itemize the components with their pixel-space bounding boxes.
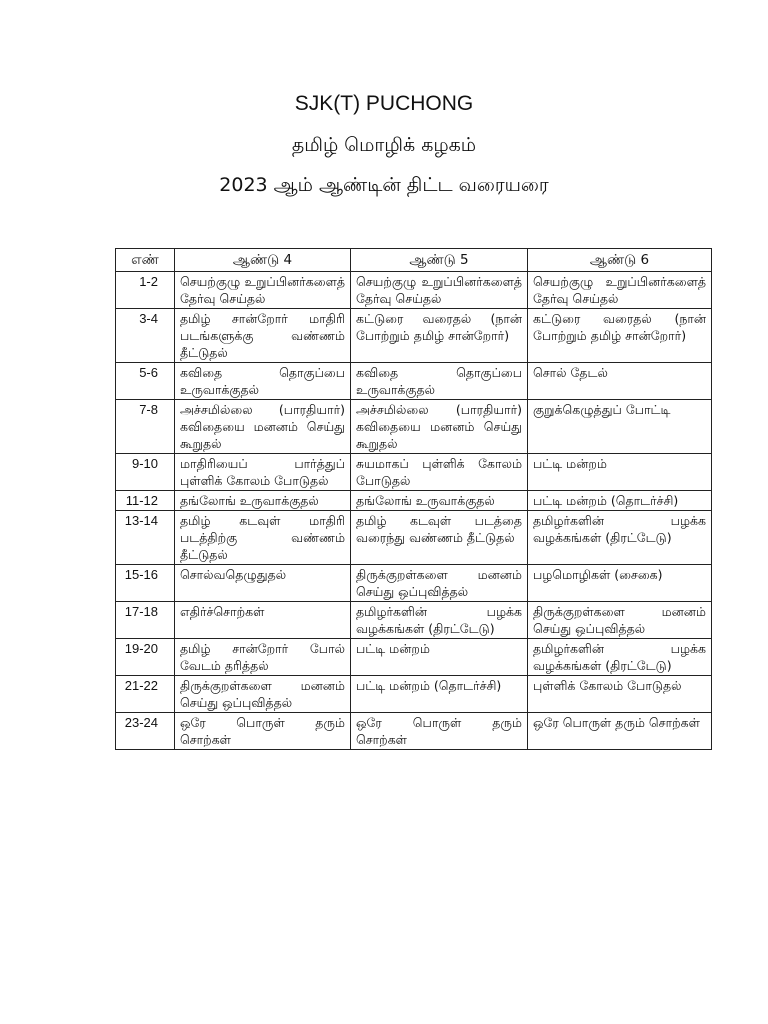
table-row (116, 565, 712, 602)
year-4-activity-cell: செயற்குழு உறுப்பினர்களைத் தேர்வு செய்தல் (175, 272, 351, 309)
row-number-cell: 3-4 (116, 309, 175, 363)
row-number-cell: 1-2 (116, 272, 175, 309)
row-number-cell: 15-16 (116, 565, 175, 602)
year-5-activity-cell: திருக்குறள்களை மனனம் செய்து ஒப்புவித்தல் (351, 565, 528, 602)
year-4-activity-cell: எதிர்ச்சொற்கள் (175, 602, 351, 639)
year-6-activity-cell: பட்டி மன்றம் (தொடர்ச்சி) (528, 491, 712, 511)
year-4-activity-cell: ஒரே பொருள் தரும் சொற்கள் (175, 713, 351, 750)
year-4-activity-cell: மாதிரியைப் பார்த்துப் புள்ளிக் கோலம் போடுதல் (175, 454, 351, 491)
year-6-activity-cell: தமிழர்களின் பழக்க வழக்கங்கள் (திரட்டேடு) (528, 511, 712, 565)
row-number-cell: 13-14 (116, 511, 175, 565)
table-row (116, 454, 712, 491)
year-5-activity-cell: பட்டி மன்றம் (தொடர்ச்சி) (351, 676, 528, 713)
year-6-activity-cell: தமிழர்களின் பழக்க வழக்கங்கள் (திரட்டேடு) (528, 639, 712, 676)
column-header-year-6: ஆண்டு 6 (528, 249, 712, 272)
year-4-activity-cell: சொல்வதெழுதுதல் (175, 565, 351, 602)
row-number-cell: 17-18 (116, 602, 175, 639)
year-4-activity-cell: தங்லோங் உருவாக்குதல் (175, 491, 351, 511)
year-6-activity-cell: சொல் தேடல் (528, 363, 712, 400)
table-row (116, 491, 712, 511)
year-6-activity-cell: குறுக்கெழுத்துப் போட்டி (528, 400, 712, 454)
year-5-activity-cell: கட்டுரை வரைதல் (நான் போற்றும் தமிழ் சான்றோர்) (351, 309, 528, 363)
table-row (116, 676, 712, 713)
table-row (116, 511, 712, 565)
club-name: தமிழ் மொழிக் கழகம் (291, 134, 477, 156)
table-row (116, 272, 712, 309)
table-header-row (116, 249, 712, 272)
year-5-activity-cell: சுயமாகப் புள்ளிக் கோலம் போடுதல் (351, 454, 528, 491)
row-number-cell: 23-24 (116, 713, 175, 750)
plan-title: 2023 ஆம் ஆண்டின் திட்ட வரையரை (219, 174, 549, 196)
year-6-activity-cell: செயற்குழு உறுப்பினர்களைத் தேர்வு செய்தல் (528, 272, 712, 309)
row-number-cell: 9-10 (116, 454, 175, 491)
column-header-number: எண் (116, 249, 175, 272)
table-row (116, 639, 712, 676)
year-6-activity-cell: புள்ளிக் கோலம் போடுதல் (528, 676, 712, 713)
year-5-activity-cell: ஒரே பொருள் தரும் சொற்கள் (351, 713, 528, 750)
year-5-activity-cell: செயற்குழு உறுப்பினர்களைத் தேர்வு செய்தல் (351, 272, 528, 309)
year-4-activity-cell: தமிழ் சான்றோர் போல் வேடம் தரித்தல் (175, 639, 351, 676)
year-6-activity-cell: பட்டி மன்றம் (528, 454, 712, 491)
year-5-activity-cell: பட்டி மன்றம் (351, 639, 528, 676)
row-number-cell: 19-20 (116, 639, 175, 676)
year-6-activity-cell: பழமொழிகள் (சைகை) (528, 565, 712, 602)
year-6-activity-cell: கட்டுரை வரைதல் (நான் போற்றும் தமிழ் சான்றோர்) (528, 309, 712, 363)
year-4-activity-cell: அச்சமில்லை (பாரதியார்) கவிதையை மனனம் செய்து கூறுதல் (175, 400, 351, 454)
row-number-cell: 11-12 (116, 491, 175, 511)
column-header-year-5: ஆண்டு 5 (351, 249, 528, 272)
table-row (116, 309, 712, 363)
year-5-activity-cell: அச்சமில்லை (பாரதியார்) கவிதையை மனனம் செய்து கூறுதல் (351, 400, 528, 454)
row-number-cell: 7-8 (116, 400, 175, 454)
table-row (116, 602, 712, 639)
year-6-activity-cell: ஒரே பொருள் தரும் சொற்கள் (528, 713, 712, 750)
year-5-activity-cell: தமிழ் கடவுள் படத்தை வரைந்து வண்ணம் தீட்டுதல் (351, 511, 528, 565)
table-row (116, 363, 712, 400)
year-5-activity-cell: தங்லோங் உருவாக்குதல் (351, 491, 528, 511)
school-name: SJK(T) PUCHONG (294, 92, 474, 115)
table-row (116, 713, 712, 750)
table-body (116, 272, 712, 750)
column-header-year-4: ஆண்டு 4 (175, 249, 351, 272)
year-5-activity-cell: தமிழர்களின் பழக்க வழக்கங்கள் (திரட்டேடு) (351, 602, 528, 639)
year-6-activity-cell: திருக்குறள்களை மனனம் செய்து ஒப்புவித்தல் (528, 602, 712, 639)
year-5-activity-cell: கவிதை தொகுப்பை உருவாக்குதல் (351, 363, 528, 400)
year-4-activity-cell: திருக்குறள்களை மனனம் செய்து ஒப்புவித்தல் (175, 676, 351, 713)
activity-plan-table (115, 248, 712, 750)
year-4-activity-cell: தமிழ் கடவுள் மாதிரி படத்திற்கு வண்ணம் தீட்டுதல் (175, 511, 351, 565)
year-4-activity-cell: தமிழ் சான்றோர் மாதிரி படங்களுக்கு வண்ணம் தீட்டுதல் (175, 309, 351, 363)
row-number-cell: 5-6 (116, 363, 175, 400)
year-4-activity-cell: கவிதை தொகுப்பை உருவாக்குதல் (175, 363, 351, 400)
row-number-cell: 21-22 (116, 676, 175, 713)
table-row (116, 400, 712, 454)
